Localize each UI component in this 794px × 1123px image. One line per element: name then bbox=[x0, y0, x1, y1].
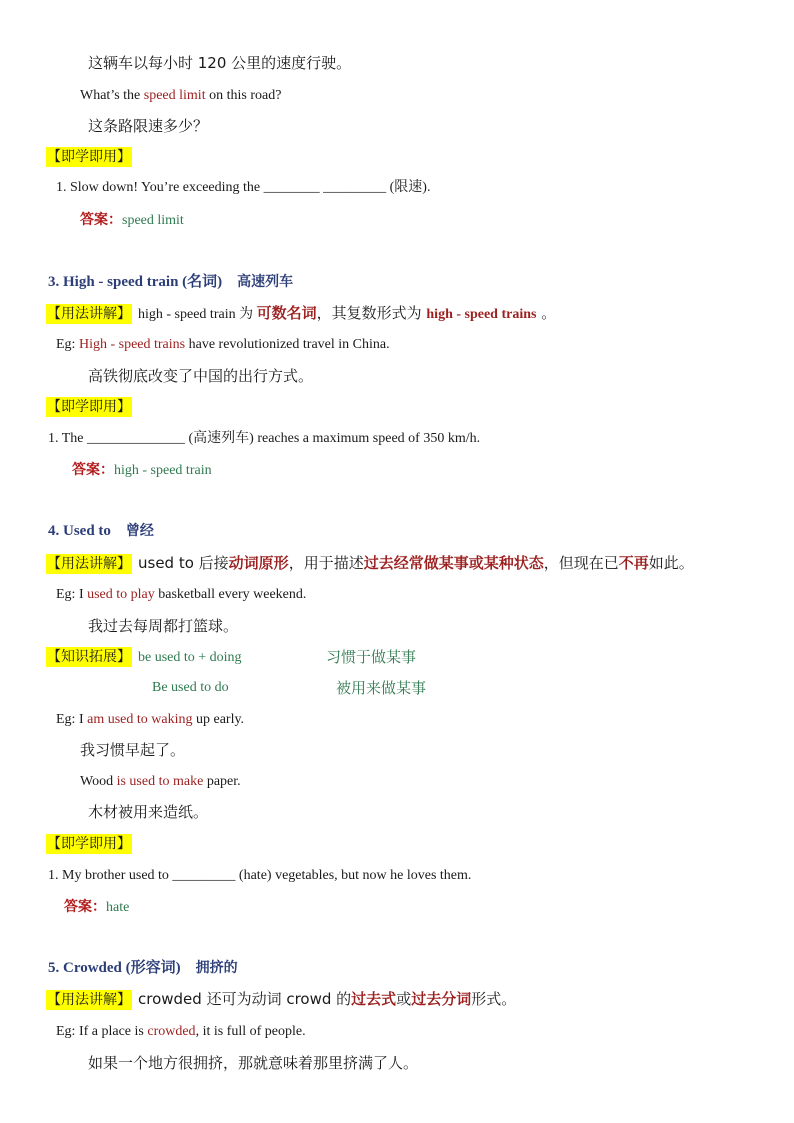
practice-question: 1. Slow down! You’re exceeding the ________ _________ (限速). bbox=[56, 180, 431, 195]
usage-explanation: 【用法讲解】 crowded 还可为动词 crowd 的过去式或过去分词形式。 bbox=[47, 990, 517, 1008]
extension-meaning: 被用来做某事 bbox=[336, 679, 427, 697]
answer: 答案：speed limit bbox=[80, 212, 184, 228]
answer: 答案：high - speed train bbox=[72, 462, 212, 478]
section-heading: 4. Used to 曾经 bbox=[48, 523, 154, 539]
practice-tag: 【即学即用】 bbox=[47, 399, 131, 415]
section-heading: 3. High - speed train (名词) 高速列车 bbox=[48, 274, 294, 290]
example-translation: 这条路限速多少？ bbox=[88, 117, 209, 135]
example-translation: 这辆车以每小时 120 公里的速度行驶。 bbox=[88, 54, 352, 72]
extension-phrase: Be used to do bbox=[152, 680, 229, 695]
usage-explanation: 【用法讲解】 high - speed train 为 可数名词，其复数形式为 high - speed trains 。 bbox=[47, 304, 557, 322]
knowledge-extension: 【知识拓展】 be used to + doing bbox=[47, 649, 242, 665]
example-translation: 木材被用来造纸。 bbox=[88, 803, 209, 821]
practice-question: 1. The ______________ (高速列车) reaches a maximum speed of 350 km/h. bbox=[48, 431, 481, 446]
section-heading: 5. Crowded (形容词) 拥挤的 bbox=[48, 960, 238, 976]
example-translation: 我过去每周都打篮球。 bbox=[88, 617, 239, 635]
example-translation: 高铁彻底改变了中国的出行方式。 bbox=[88, 367, 314, 385]
extension-meaning: 习惯于做某事 bbox=[326, 648, 417, 666]
practice-tag: 【即学即用】 bbox=[47, 836, 131, 852]
example-sentence: Eg: I am used to waking up early. bbox=[56, 712, 245, 727]
practice-question: 1. My brother used to _________ (hate) vegetables, but now he loves them. bbox=[48, 868, 472, 883]
practice-tag: 【即学即用】 bbox=[47, 149, 131, 165]
example-translation: 我习惯早起了。 bbox=[80, 741, 186, 759]
example-sentence: Eg: I used to play basketball every weekend. bbox=[56, 587, 307, 602]
example-sentence: What’s the speed limit on this road? bbox=[80, 88, 282, 103]
usage-explanation: 【用法讲解】 used to 后接动词原形，用于描述过去经常做某事或某种状态，但现在已不再如此。 bbox=[47, 554, 694, 572]
example-sentence: Wood is used to make paper. bbox=[80, 774, 241, 789]
example-translation: 如果一个地方很拥挤，那就意味着那里挤满了人。 bbox=[88, 1054, 419, 1072]
example-sentence: Eg: If a place is crowded, it is full of people. bbox=[56, 1024, 306, 1039]
example-sentence: Eg: High - speed trains have revolutionized travel in China. bbox=[56, 337, 390, 352]
answer: 答案：hate bbox=[64, 899, 130, 915]
